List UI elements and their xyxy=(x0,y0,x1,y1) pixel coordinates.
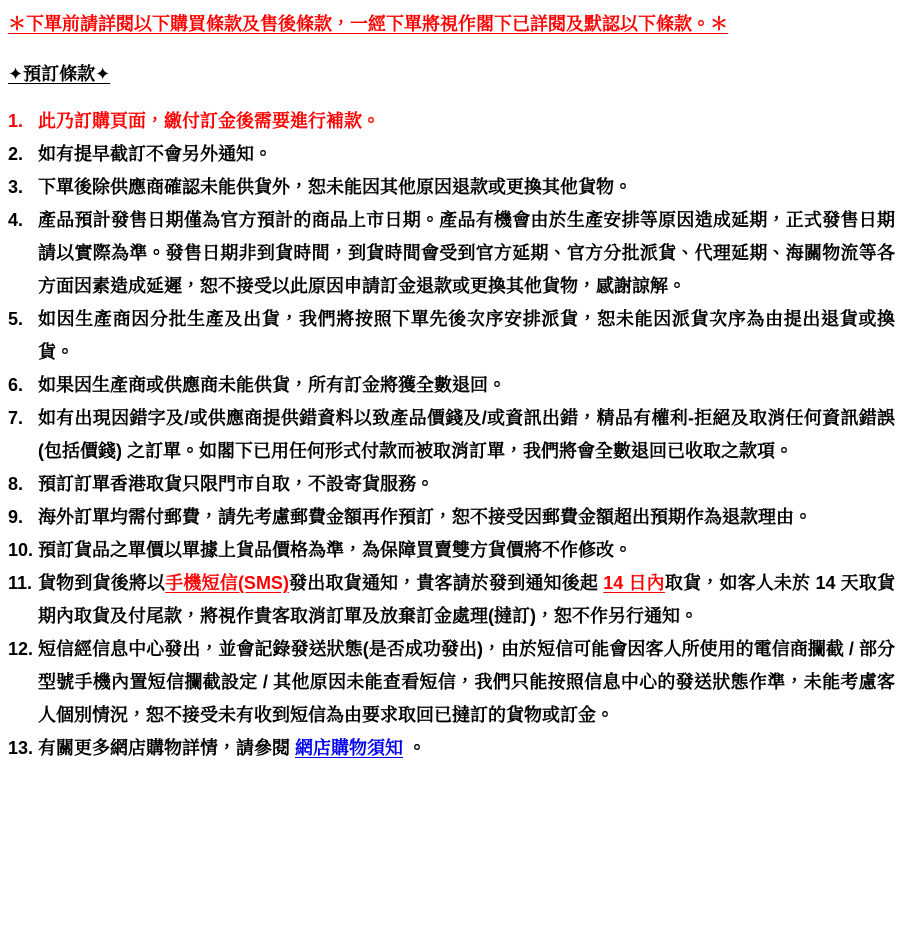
term-text: 有關更多網店購物詳情，請參閱 xyxy=(38,738,295,758)
term-item-4 xyxy=(8,204,895,303)
term-text: 預訂貨品之單價以單據上貨品價格為準，為保障買賣雙方貨價將不作修改。 xyxy=(38,540,632,560)
term-item-11 xyxy=(8,567,895,633)
shop-guide-link[interactable]: 網店購物須知 xyxy=(295,738,403,758)
term-item-8 xyxy=(8,468,895,501)
term-number: 13. xyxy=(8,738,34,758)
term-text: 如果因生產商或供應商未能供貨，所有訂金將獲全數退回。 xyxy=(38,375,506,395)
term-text: 如有出現因錯字及/或供應商提供錯資料以致產品價錢及/或資訊出錯，精品有權利-拒絕及取消任何資訊錯誤(包括價錢) 之訂單。如閣下已用任何形式付款而被取消訂單，我們將會全數退回已收取之款項。 xyxy=(38,408,895,461)
term-text: 貨物到貨後將以 xyxy=(38,573,166,593)
term-item-13 xyxy=(8,732,895,765)
term-text: 發出取貨通知，貴客請於發到通知後起 xyxy=(288,573,604,593)
preorder-terms-title: ✦預訂條款✦ xyxy=(8,64,111,84)
term-item-9 xyxy=(8,501,895,534)
term-item-5 xyxy=(8,303,895,369)
term-text: 產品預計發售日期僅為官方預計的商品上市日期。產品有機會由於生產安排等原因造成延期，正式發售日期請以實際為準。發售日期非到貨時間，到貨時間會受到官方延期、官方分批派貨、代理延期、海關物流等各方面因素造成延遲，恕不接受以此原因申請訂金退款或更換其他貨物，感謝諒解。 xyxy=(38,210,895,296)
term-item-3 xyxy=(8,171,895,204)
term-number: 10. xyxy=(8,540,34,560)
preorder-terms-list xyxy=(8,105,895,765)
term-text: 短信經信息中心發出，並會記錄發送狀態(是否成功發出)，由於短信可能會因客人所使用的電信商攔截 / 部分型號手機內置短信攔截設定 / 其他原因未能查看短信，我們只能按照信息中心的發送狀態作準，未能考慮客人個別情況，恕不接受未有收到短信為由要求取回已撻訂的貨物或訂金。 xyxy=(38,639,895,725)
term-item-10 xyxy=(8,534,895,567)
term-number: 12. xyxy=(8,639,34,659)
term-item-2 xyxy=(8,138,895,171)
term-item-1 xyxy=(8,105,895,138)
term-text: 。 xyxy=(403,738,427,758)
term-number: 3. xyxy=(8,177,24,197)
term-text: 如因生產商因分批生產及出貨，我們將按照下單先後次序安排派貨，恕未能因派貨次序為由提出退貨或換貨。 xyxy=(38,309,895,362)
term-item-12 xyxy=(8,633,895,732)
term-number: 4. xyxy=(8,210,24,230)
term-number: 2. xyxy=(8,144,24,164)
term-number: 11. xyxy=(8,573,33,593)
term-text: 取貨，如客人未於 14 天取貨期內取貨及付尾款，將視作貴客取消訂單及放棄訂金處理(撻訂)，恕不作另行通知。 xyxy=(38,573,895,626)
sms-highlight: 手機短信(SMS) xyxy=(165,573,289,593)
term-text: 下單後除供應商確認未能供貨外，恕未能因其他原因退款或更換其他貨物。 xyxy=(38,177,632,197)
term-number: 6. xyxy=(8,375,24,395)
term-item-7 xyxy=(8,402,895,468)
term-text: 海外訂單均需付郵費，請先考慮郵費金額再作預訂，恕不接受因郵費金額超出預期作為退款理由。 xyxy=(38,507,812,527)
term-number: 7. xyxy=(8,408,24,428)
term-text: 如有提早截訂不會另外通知。 xyxy=(38,144,272,164)
term-number: 1. xyxy=(8,111,24,131)
term-item-6 xyxy=(8,369,895,402)
term-text: 預訂訂單香港取貨只限門市自取，不設寄貨服務。 xyxy=(38,474,434,494)
pickup-deadline-highlight: 14 日內 xyxy=(603,573,665,593)
purchase-terms-notice: ＊下單前請詳閱以下購買條款及售後條款，一經下單將視作閣下已詳閱及默認以下條款。＊ xyxy=(8,14,728,34)
term-text: 此乃訂購頁面，繳付訂金後需要進行補款。 xyxy=(38,111,380,131)
term-number: 9. xyxy=(8,507,24,527)
term-number: 5. xyxy=(8,309,24,329)
term-number: 8. xyxy=(8,474,24,494)
